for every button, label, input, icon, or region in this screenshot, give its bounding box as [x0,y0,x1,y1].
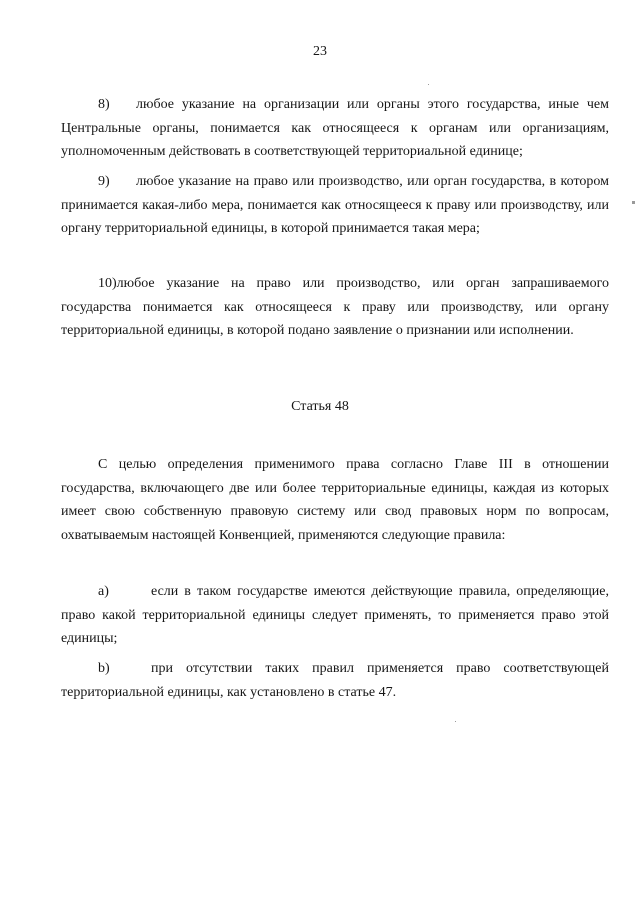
list-item-text: если в таком государстве имеются действующие правила, определяющие, право какой территориальной единицы следует применять, то применяется право этой единицы; [61,584,609,646]
list-marker: 9) [98,174,110,189]
list-marker: 10) [98,276,117,291]
list-item-10 [61,272,609,343]
article-intro: С целью определения применимого права согласно Главе III в отношении государства, включающего две или более территориальные единицы, каждая из которых имеет свою собственную правовую систему или свод правовых норм по вопросам, охватываемым настоящей Конвенцией, применяются следующие правила: [61,457,609,543]
rule-a [61,580,609,651]
list-item-text: любое указание на право или производство, или орган государства, в котором принимается какая-либо мера, понимается как относящееся к праву или производству, или органу территориальной единицы, в которой принимается такая мера; [61,174,609,236]
list-marker: a) [98,584,109,599]
page-number: 23 [313,44,327,59]
article-heading: Статья 48 [291,399,349,414]
list-item-text: любое указание на организации или органы этого государства, иные чем Центральные органы, понимается как относящееся к органам или организациям, уполномоченным действовать в соответствующей территориальной единице; [61,97,609,159]
scan-mark [428,84,429,85]
list-item-8 [61,93,609,164]
scan-mark [632,201,635,204]
scan-mark [455,721,456,722]
list-item-text: любое указание на право или производство, или орган запрашиваемого государства понимается как относящееся к праву или производству, или органу территориальной единицы, в которой подано заявление о признании или исполнении. [61,276,609,338]
list-marker: b) [98,661,110,676]
list-item-text: при отсутствии таких правил применяется право соответствующей территориальной единицы, как установлено в статье 47. [61,661,609,700]
list-marker: 8) [98,97,110,112]
rule-b [61,657,609,704]
list-item-9 [61,170,609,241]
